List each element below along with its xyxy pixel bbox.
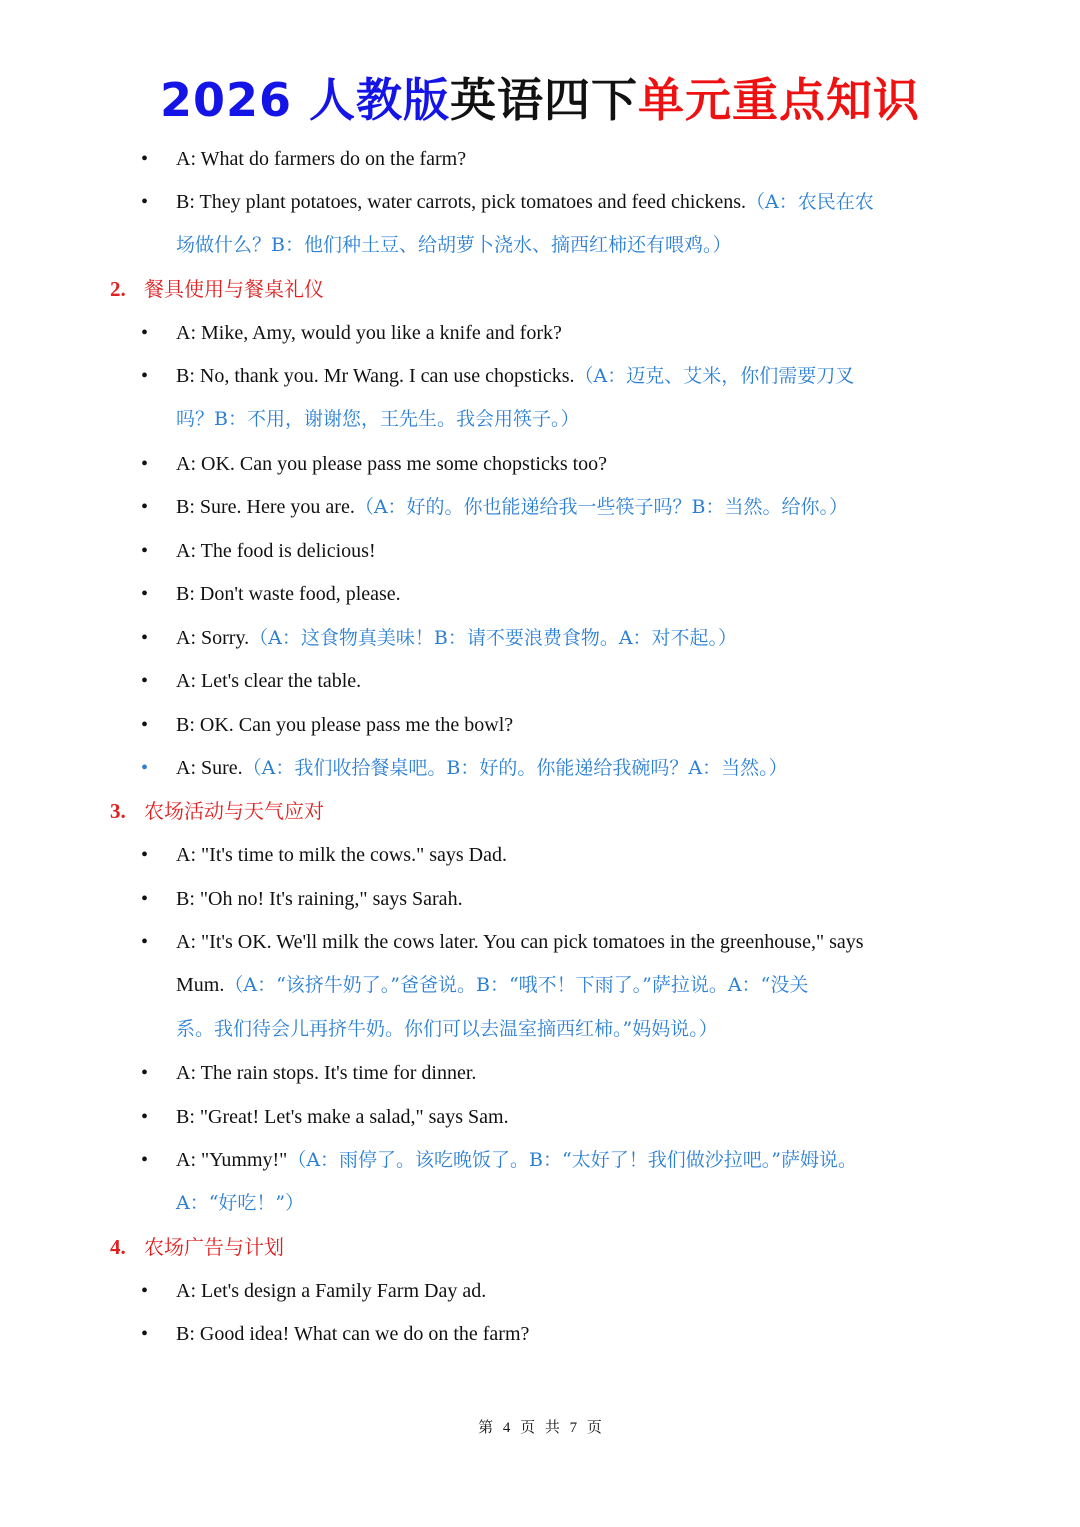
page-footer — [0, 1417, 1080, 1439]
dialogue-translation: （A：迈克、艾米，你们需要刀叉 — [574, 365, 855, 387]
dialogue-english: A: "Yummy!" — [176, 1149, 288, 1171]
bullet-icon: • — [141, 191, 149, 213]
dialogue-english: A: Mike, Amy, would you like a knife and fork? — [176, 322, 562, 344]
bullet-icon: • — [141, 627, 149, 649]
title-part-topic: 单元重点知识 — [638, 73, 921, 127]
bullet-icon: • — [141, 1106, 149, 1128]
dialogue-translation: 系。我们待会儿再挤牛奶。你们可以去温室摘西红柿。”妈妈说。） — [176, 1018, 718, 1040]
list-item — [176, 713, 946, 737]
dialogue-translation: （A：这食物真美味！B：请不要浪费食物。A：对不起。） — [249, 627, 738, 649]
dialogue-translation: 吗？B：不用，谢谢您，王先生。我会用筷子。） — [176, 408, 580, 430]
bullet-icon: • — [141, 496, 149, 518]
dialogue-english: A: The food is delicious! — [176, 540, 376, 562]
section-heading-2 — [110, 276, 324, 302]
dialogue-english: A: Let's design a Family Farm Day ad. — [176, 1280, 487, 1302]
section-heading-3 — [110, 798, 324, 824]
footer-current-page: 4 — [502, 1420, 511, 1436]
list-item-continuation — [176, 973, 946, 997]
dialogue-english: B: Don't waste food, please. — [176, 583, 401, 605]
footer-middle-2: 共 — [544, 1420, 560, 1436]
dialogue-english: B: OK. Can you please pass me the bowl? — [176, 714, 514, 736]
list-item — [176, 452, 946, 476]
dialogue-english: Mum. — [176, 974, 225, 996]
page-title — [0, 68, 1080, 132]
bullet-icon: • — [141, 844, 149, 866]
list-item — [176, 669, 946, 693]
bullet-icon: • — [141, 714, 149, 736]
title-part-year: 2026 人教版 — [159, 73, 451, 127]
list-item-continuation — [176, 1191, 946, 1215]
list-item — [176, 887, 946, 911]
section-heading-4 — [110, 1234, 284, 1260]
dialogue-translation: A：“好吃！”） — [176, 1192, 305, 1214]
dialogue-english: A: OK. Can you please pass me some chopsticks too? — [176, 453, 608, 475]
dialogue-english: B: "Oh no! It's raining," says Sarah. — [176, 888, 463, 910]
dialogue-english: A: What do farmers do on the farm? — [176, 148, 467, 170]
dialogue-english: B: They plant potatoes, water carrots, pick tomatoes and feed chickens. — [176, 191, 746, 213]
dialogue-translation: （A：农民在农 — [746, 191, 874, 213]
footer-total-pages: 7 — [569, 1420, 578, 1436]
bullet-icon: • — [141, 670, 149, 692]
dialogue-english: B: Good idea! What can we do on the farm? — [176, 1323, 530, 1345]
bullet-icon: • — [141, 583, 149, 605]
list-item — [176, 190, 946, 214]
dialogue-english: A: "It's OK. We'll milk the cows later. You can pick tomatoes in the greenhouse," says — [176, 931, 864, 953]
bullet-icon: • — [141, 540, 149, 562]
title-part-subject: 英语四下 — [450, 73, 639, 127]
bullet-icon: • — [141, 1323, 149, 1345]
footer-suffix: 页 — [586, 1420, 602, 1436]
bullet-icon: • — [141, 148, 149, 170]
bullet-icon: • — [141, 888, 149, 910]
bullet-icon: • — [141, 453, 149, 475]
list-item — [176, 1105, 946, 1129]
dialogue-translation: （A：我们收拾餐桌吧。B：好的。你能递给我碗吗？A：当然。） — [242, 757, 788, 779]
bullet-icon: • — [141, 1280, 149, 1302]
section-number: 3. — [110, 799, 126, 823]
dialogue-english: B: Sure. Here you are. — [176, 496, 355, 518]
bullet-icon: • — [141, 931, 149, 953]
list-item — [176, 1322, 946, 1346]
bullet-icon: • — [141, 322, 149, 344]
list-item — [176, 147, 946, 171]
bullet-icon: • — [141, 365, 149, 387]
section-title: 餐具使用与餐桌礼仪 — [144, 277, 324, 301]
dialogue-translation: （A：好的。你也能递给我一些筷子吗？B：当然。给你。） — [354, 496, 849, 518]
list-item — [176, 582, 946, 606]
list-item — [176, 756, 946, 780]
dialogue-translation: （A：雨停了。该吃晚饭了。B：“太好了！我们做沙拉吧。”萨姆说。 — [287, 1149, 857, 1171]
dialogue-english: B: "Great! Let's make a salad," says Sam. — [176, 1106, 509, 1128]
list-item — [176, 495, 946, 519]
dialogue-translation: （A：“该挤牛奶了。”爸爸说。B：“哦不！下雨了。”萨拉说。A：“没关 — [224, 974, 809, 996]
list-item — [176, 930, 946, 954]
footer-prefix: 第 — [478, 1420, 494, 1436]
list-item — [176, 843, 946, 867]
footer-middle-1: 页 — [520, 1420, 536, 1436]
bullet-icon: • — [141, 1149, 149, 1171]
dialogue-english: A: "It's time to milk the cows." says Dad. — [176, 844, 508, 866]
list-item-continuation — [176, 233, 946, 257]
bullet-icon: • — [141, 757, 149, 779]
dialogue-english: A: Sure. — [176, 757, 243, 779]
list-item — [176, 626, 946, 650]
dialogue-english: A: Let's clear the table. — [176, 670, 362, 692]
list-item — [176, 364, 946, 388]
list-item — [176, 1279, 946, 1303]
dialogue-english: B: No, thank you. Mr Wang. I can use chopsticks. — [176, 365, 575, 387]
section-title: 农场广告与计划 — [144, 1235, 284, 1259]
list-item-continuation — [176, 407, 946, 431]
dialogue-english: A: Sorry. — [176, 627, 250, 649]
dialogue-english: A: The rain stops. It's time for dinner. — [176, 1062, 477, 1084]
list-item — [176, 1148, 946, 1172]
bullet-icon: • — [141, 1062, 149, 1084]
section-title: 农场活动与天气应对 — [144, 799, 324, 823]
list-item-continuation — [176, 1017, 946, 1041]
section-number: 2. — [110, 277, 126, 301]
dialogue-translation: 场做什么？B：他们种土豆、给胡萝卜浇水、摘西红柿还有喂鸡。） — [176, 234, 732, 256]
list-item — [176, 321, 946, 345]
list-item — [176, 539, 946, 563]
section-number: 4. — [110, 1235, 126, 1259]
list-item — [176, 1061, 946, 1085]
